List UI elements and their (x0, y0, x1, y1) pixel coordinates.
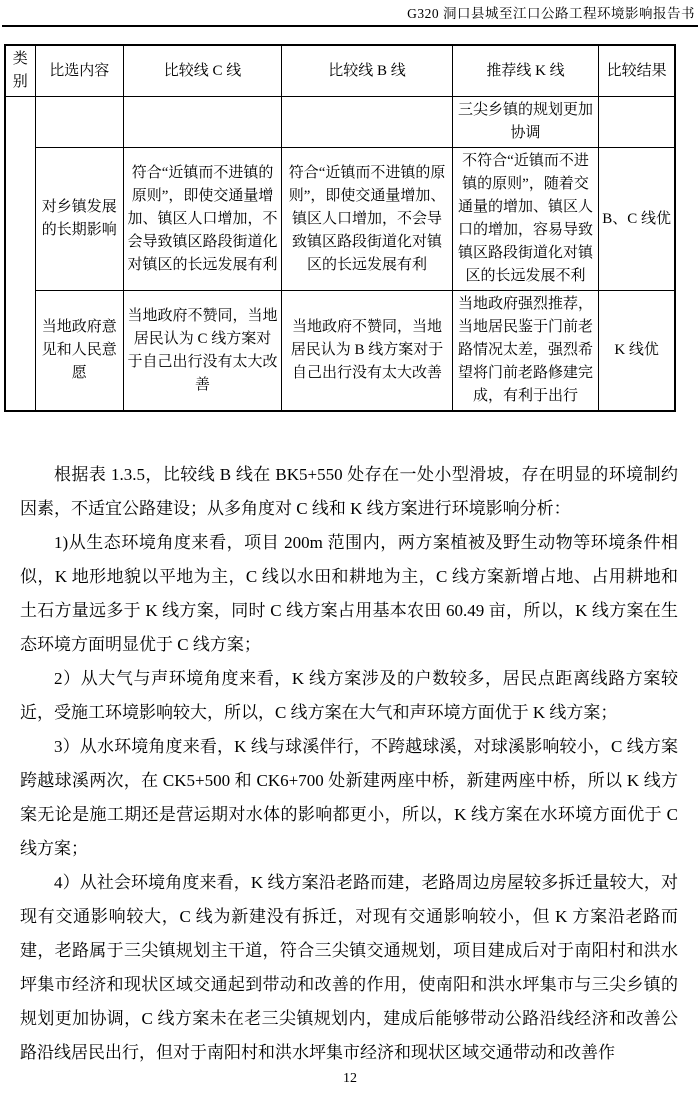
line-b-cell (282, 97, 453, 148)
result-cell (599, 97, 675, 148)
category-cell (5, 97, 35, 412)
header-line-c: 比较线 C 线 (123, 45, 281, 97)
report-title: G320 洞口县城至江口公路工程环境影响报告书 (407, 6, 695, 21)
line-c-cell (123, 97, 281, 148)
line-k-cell: 三尖乡镇的规划更加协调 (452, 97, 598, 148)
header-line-k: 推荐线 K 线 (452, 45, 598, 97)
paragraph-social: 4）从社会环境角度来看，K 线方案沿老路而建，老路周边房屋较多拆迁量较大，对现有交通影响较大，C 线为新建没有拆迁，对现有交通影响较小，但 K 方案沿老路而建，老路属于三尖镇规划主干道，符合三尖镇交通规划，项目建成后对于南阳村和洪水坪集市经济和现状区域交通起到带动和改善的作用，使南阳和洪水坪集市与三尖乡镇的规划更加协调，C 线方案未在老三尖镇规划内，建成后能够带动公路沿线经济和改善公路沿线居民出行，但对于南阳村和洪水坪集市经济和现状区域交通带动和改善作 (20, 873, 678, 1062)
table-row (5, 148, 675, 291)
line-k-cell: 不符合“近镇而不进镇的原则”，随着交通量的增加、镇区人口的增加，容易导致镇区路段街道化对镇区的长远发展不利 (452, 148, 598, 291)
route-comparison-table (4, 44, 676, 412)
header-result: 比较结果 (599, 45, 675, 97)
line-k-cell: 当地政府强烈推荐，当地居民鉴于门前老路情况太差，强烈希望将门前老路修建完成，有利于出行 (452, 291, 598, 412)
paragraph-air-noise: 2）从大气与声环境角度来看，K 线方案涉及的户数较多，居民点距离线路方案较近，受施工环境影响较大，所以，C 线方案在大气和声环境方面优于 K 线方案； (20, 669, 678, 722)
body-text (20, 458, 678, 1070)
table-row (5, 291, 675, 412)
header-category: 类别 (5, 45, 35, 97)
item-cell: 当地政府意见和人民意愿 (35, 291, 123, 412)
header-line-b: 比较线 B 线 (282, 45, 453, 97)
result-cell: B、C 线优 (599, 148, 675, 291)
paragraph-ecology: 1)从生态环境角度来看，项目 200m 范围内，两方案植被及野生动物等环境条件相似，K 地形地貌以平地为主，C 线以水田和耕地为主，C 线方案新增占地、占用耕地和土石方量远多于 K 线方案，同时 C 线方案占用基本农田 60.49 亩，所以，K 线方案在生态环境方面明显优于 C 线方案； (20, 533, 678, 654)
table-header-row (5, 45, 675, 97)
header-comparison-item: 比选内容 (35, 45, 123, 97)
table-row (5, 97, 675, 148)
line-c-cell: 符合“近镇而不进镇的原则”，即使交通量增加、镇区人口增加，不会导致镇区路段街道化对镇区的长远发展有利 (123, 148, 281, 291)
line-b-cell: 当地政府不赞同，当地居民认为 B 线方案对于自己出行没有太大改善 (282, 291, 453, 412)
paragraph-intro: 根据表 1.3.5，比较线 B 线在 BK5+550 处存在一处小型滑坡，存在明显的环境制约因素，不适宜公路建设；从多角度对 C 线和 K 线方案进行环境影响分析： (20, 465, 678, 518)
page-number: 12 (343, 1071, 357, 1086)
page-header (0, 0, 700, 27)
item-cell: 对乡镇发展的长期影响 (35, 148, 123, 291)
header-rule (2, 25, 698, 27)
paragraph-water: 3）从水环境角度来看，K 线与球溪伴行，不跨越球溪，对球溪影响较小，C 线方案跨越球溪两次，在 CK5+500 和 CK6+700 处新建两座中桥，新建两座中桥，所以 K 线方案无论是施工期还是营运期对水体的影响都更小，所以，K 线方案在水环境方面优于 C 线方案； (20, 737, 678, 858)
line-c-cell: 当地政府不赞同，当地居民认为 C 线方案对于自己出行没有太大改善 (123, 291, 281, 412)
line-b-cell: 符合“近镇而不进镇的原则”，即使交通量增加、镇区人口增加，不会导致镇区路段街道化对镇区的长远发展有利 (282, 148, 453, 291)
result-cell: K 线优 (599, 291, 675, 412)
item-cell (35, 97, 123, 148)
